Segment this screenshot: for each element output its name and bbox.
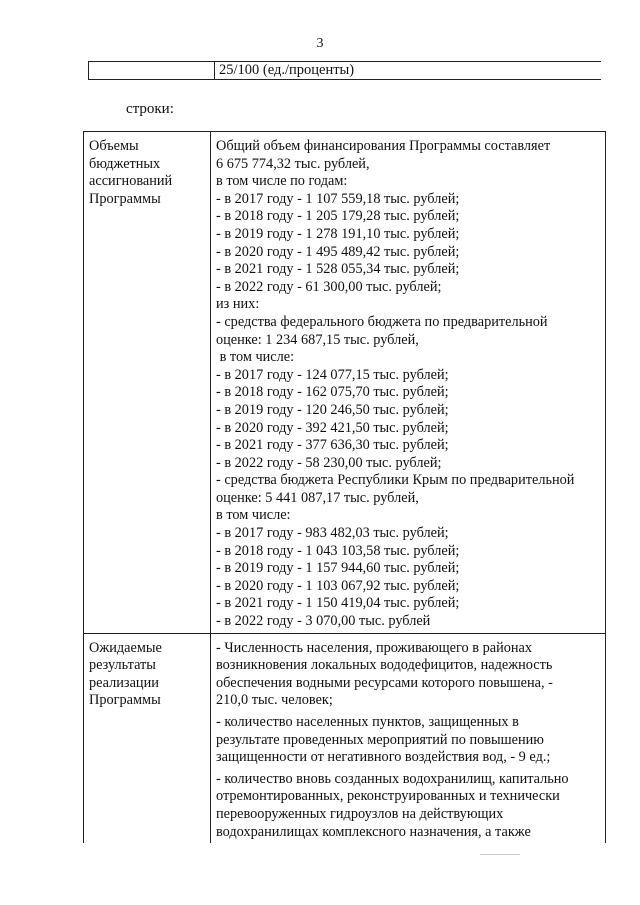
results-line: 210,0 тыс. человек; — [216, 692, 333, 709]
budget-line: - в 2018 году - 1 205 179,28 тыс. рублей; — [216, 208, 460, 225]
results-line: отремонтированных, реконструированных и технически — [216, 788, 560, 805]
budget-line: - в 2021 году - 1 150 419,04 тыс. рублей; — [216, 595, 460, 612]
page-number: 3 — [316, 36, 324, 51]
results-line: защищенности от негативного воздействия вод, - 9 ед.; — [216, 749, 551, 766]
results-line: - количество населенных пунктов, защищенных в — [216, 714, 519, 730]
table-row-budget — [84, 132, 606, 634]
budget-line: оценке: 5 441 087,17 тыс. рублей, — [216, 489, 419, 506]
budget-line: - в 2020 году - 1 495 489,42 тыс. рублей; — [216, 243, 460, 260]
scan-artifact — [480, 854, 520, 855]
budget-line: - в 2018 году - 1 043 103,58 тыс. рублей; — [216, 542, 460, 559]
results-label-line: результаты — [89, 657, 156, 674]
budget-line: - средства федерального бюджета по предварительной — [216, 313, 548, 330]
budget-line: в том числе: — [216, 507, 291, 524]
budget-line: из них: — [216, 296, 260, 313]
results-line: перевооруженных гидроузлов на действующих — [216, 805, 504, 822]
top-row-value-cell: 25/100 (ед./проценты) — [215, 62, 602, 80]
budget-line: - в 2020 году - 392 421,50 тыс. рублей; — [216, 419, 449, 436]
results-label-line: реализации — [89, 674, 159, 691]
results-line: обеспечения водными ресурсами которого повышена, - — [216, 674, 553, 691]
budget-content-cell — [211, 132, 606, 634]
budget-label-line: ассигнований — [89, 173, 173, 190]
results-label-line: Программы — [89, 692, 161, 709]
results-content-cell — [211, 633, 606, 843]
budget-line: - в 2022 году - 61 300,00 тыс. рублей; — [216, 278, 442, 295]
budget-line: - в 2021 году - 1 528 055,34 тыс. рублей; — [216, 261, 460, 278]
budget-line: - в 2019 году - 120 246,50 тыс. рублей; — [216, 401, 449, 418]
results-label-line: Ожидаемые — [89, 639, 162, 656]
budget-line: оценке: 1 234 687,15 тыс. рублей, — [216, 331, 419, 348]
passport-table — [83, 131, 606, 843]
results-line: результате проведенных мероприятий по повышению — [216, 731, 544, 748]
budget-label-line: Программы — [89, 190, 161, 207]
results-line: - Численность населения, проживающего в районах — [216, 639, 533, 656]
budget-label-line: Объемы — [89, 138, 139, 154]
budget-line: - средства бюджета Республики Крым по предварительной — [216, 472, 575, 489]
budget-line: в том числе по годам: — [216, 173, 348, 190]
budget-line: - в 2022 году - 58 230,00 тыс. рублей; — [216, 454, 442, 471]
budget-label-cell — [84, 132, 211, 634]
results-paragraph-population — [216, 640, 601, 710]
budget-line: Общий объем финансирования Программы составляет — [216, 138, 551, 154]
results-line: водохранилищах комплексного назначения, а также — [216, 823, 531, 840]
budget-line: - в 2021 году - 377 636,30 тыс. рублей; — [216, 437, 449, 454]
budget-line: - в 2018 году - 162 075,70 тыс. рублей; — [216, 384, 449, 401]
top-row-label-cell — [89, 62, 215, 80]
budget-line: - в 2019 году - 1 157 944,60 тыс. рублей; — [216, 560, 460, 577]
results-paragraph-reservoirs — [216, 771, 601, 841]
budget-line: 6 675 774,32 тыс. рублей, — [216, 155, 370, 172]
results-label-cell — [84, 633, 211, 843]
budget-line: - в 2022 году - 3 070,00 тыс. рублей — [216, 613, 431, 630]
table-row-results — [84, 633, 606, 843]
intro-text: строки: — [126, 101, 174, 117]
top-table-fragment — [88, 61, 601, 80]
budget-label-line: бюджетных — [89, 155, 161, 172]
results-line: возникновения локальных вододефицитов, надежность — [216, 657, 553, 674]
results-paragraph-settlements — [216, 714, 601, 767]
budget-line: в том числе: — [216, 349, 295, 366]
budget-line: - в 2017 году - 1 107 559,18 тыс. рублей; — [216, 190, 460, 207]
budget-line: - в 2017 году - 983 482,03 тыс. рублей; — [216, 525, 449, 542]
budget-line: - в 2019 году - 1 278 191,10 тыс. рублей; — [216, 225, 460, 242]
table-row — [89, 62, 602, 80]
budget-line: - в 2020 году - 1 103 067,92 тыс. рублей; — [216, 577, 460, 594]
budget-line: - в 2017 году - 124 077,15 тыс. рублей; — [216, 366, 449, 383]
results-line: - количество вновь созданных водохранилищ, капитально — [216, 770, 569, 787]
